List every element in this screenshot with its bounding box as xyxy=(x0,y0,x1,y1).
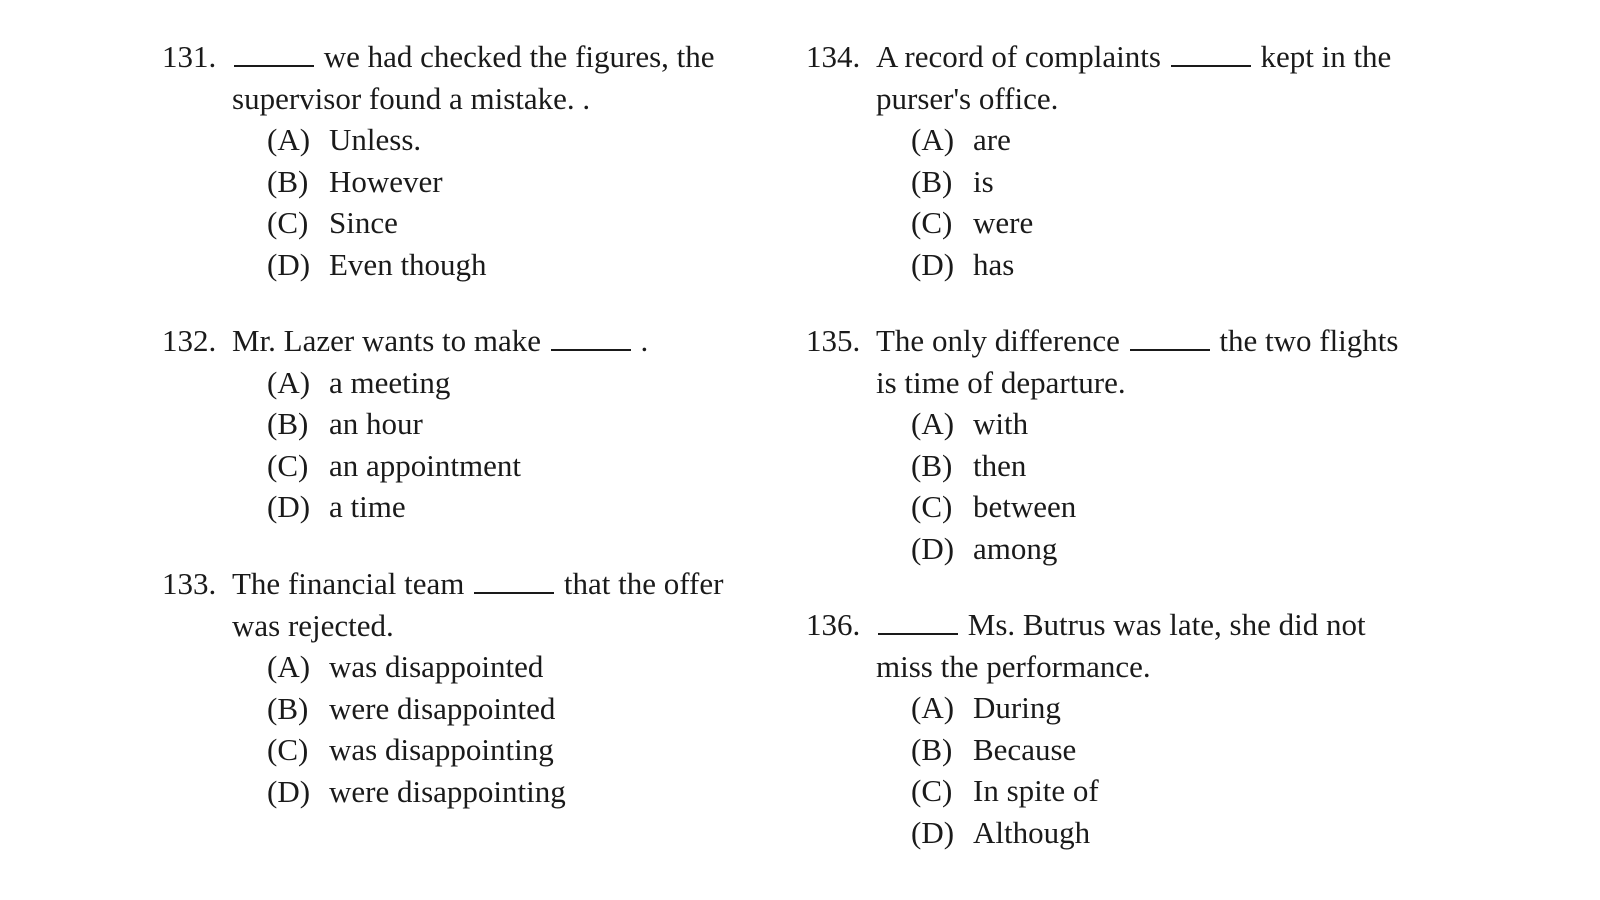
question-136 xyxy=(806,604,1366,853)
option-letter: (D) xyxy=(267,489,311,524)
option-d[interactable] xyxy=(911,812,1366,854)
option-letter: (D) xyxy=(911,814,955,850)
option-b[interactable] xyxy=(267,688,723,730)
question-number: 132. xyxy=(162,323,217,358)
option-letter: (C) xyxy=(267,205,309,240)
option-letter: (B) xyxy=(911,163,953,199)
option-list xyxy=(162,646,723,812)
option-b[interactable] xyxy=(267,161,715,203)
option-text: an hour xyxy=(329,406,423,441)
option-text: Although xyxy=(973,814,1091,850)
option-letter: (C) xyxy=(911,489,953,524)
question-number: 131. xyxy=(162,39,217,74)
option-text: Even though xyxy=(329,246,487,282)
option-a[interactable] xyxy=(267,646,723,688)
question-number: 134. xyxy=(806,39,861,74)
option-text: is xyxy=(973,163,994,199)
option-text: among xyxy=(973,530,1058,566)
option-d[interactable] xyxy=(267,244,715,286)
stem-continuation: miss the performance. xyxy=(876,648,1151,684)
option-text: were disappointing xyxy=(329,773,566,809)
option-letter: (A) xyxy=(267,364,311,400)
option-c[interactable] xyxy=(267,202,715,244)
option-text: were disappointed xyxy=(329,690,556,726)
answer-blank xyxy=(878,609,958,635)
option-c[interactable] xyxy=(267,729,723,771)
question-135 xyxy=(806,320,1398,569)
question-number: 136. xyxy=(806,607,861,642)
option-letter: (A) xyxy=(911,690,955,725)
stem-continuation: supervisor found a mistake. . xyxy=(232,80,591,116)
question-stem xyxy=(806,604,1366,646)
answer-blank xyxy=(551,325,631,351)
option-letter: (C) xyxy=(911,773,953,808)
option-letter: (C) xyxy=(267,447,309,483)
option-text: a time xyxy=(329,489,406,524)
option-b[interactable] xyxy=(267,403,648,445)
stem-text: The only difference xyxy=(876,323,1120,358)
option-letter: (B) xyxy=(911,447,953,483)
option-list xyxy=(806,119,1391,285)
stem-text: we had checked the figures, the xyxy=(323,39,715,74)
option-list xyxy=(806,403,1398,569)
stem-text: The financial team xyxy=(232,566,465,601)
option-list xyxy=(806,687,1366,853)
question-133 xyxy=(162,563,723,812)
option-letter: (B) xyxy=(911,731,953,767)
option-b[interactable] xyxy=(911,161,1391,203)
option-a[interactable] xyxy=(911,687,1366,729)
question-stem xyxy=(806,36,1391,78)
option-text: has xyxy=(973,246,1015,282)
option-letter: (B) xyxy=(267,406,309,441)
option-text: was disappointing xyxy=(329,732,554,767)
option-letter: (A) xyxy=(911,122,955,157)
stem-text-end: kept in the xyxy=(1260,39,1392,74)
option-d[interactable] xyxy=(911,528,1398,570)
question-stem xyxy=(162,320,648,362)
answer-blank xyxy=(1130,325,1210,351)
option-letter: (B) xyxy=(267,690,309,726)
option-letter: (D) xyxy=(911,246,955,282)
option-text: During xyxy=(973,690,1061,725)
option-text: Unless. xyxy=(329,122,422,157)
option-text: In spite of xyxy=(973,773,1099,808)
option-text: a meeting xyxy=(329,364,451,400)
option-letter: (D) xyxy=(267,246,311,282)
option-text: was disappointed xyxy=(329,649,544,684)
option-a[interactable] xyxy=(911,403,1398,445)
option-letter: (C) xyxy=(911,205,953,240)
option-a[interactable] xyxy=(267,119,715,161)
option-d[interactable] xyxy=(267,771,723,813)
option-text: between xyxy=(973,489,1077,524)
question-stem xyxy=(806,320,1398,362)
option-text: with xyxy=(973,406,1029,441)
option-b[interactable] xyxy=(911,729,1366,771)
option-list xyxy=(162,362,648,528)
option-b[interactable] xyxy=(911,445,1398,487)
option-letter: (A) xyxy=(911,406,955,441)
question-number: 135. xyxy=(806,323,861,358)
option-text: then xyxy=(973,447,1027,483)
option-d[interactable] xyxy=(911,244,1391,286)
option-d[interactable] xyxy=(267,486,648,528)
option-letter: (A) xyxy=(267,122,311,157)
answer-blank xyxy=(234,41,314,67)
question-number: 133. xyxy=(162,566,217,601)
question-131 xyxy=(162,36,715,285)
option-text: However xyxy=(329,163,443,199)
option-text: Since xyxy=(329,205,398,240)
option-letter: (B) xyxy=(267,163,309,199)
option-text: Because xyxy=(973,731,1077,767)
stem-text: Ms. Butrus was late, she did not xyxy=(967,607,1366,642)
stem-text-end: . xyxy=(640,323,649,358)
option-letter: (D) xyxy=(267,773,311,809)
answer-blank xyxy=(1171,41,1251,67)
option-letter: (D) xyxy=(911,530,955,566)
answer-blank xyxy=(474,568,554,594)
question-134 xyxy=(806,36,1391,285)
option-c[interactable] xyxy=(267,445,648,487)
option-list xyxy=(162,119,715,285)
question-132 xyxy=(162,320,648,528)
stem-continuation: purser's office. xyxy=(876,80,1059,116)
stem-text-end: the two flights xyxy=(1219,323,1399,358)
option-text: are xyxy=(973,122,1011,157)
question-stem xyxy=(162,36,715,78)
option-a[interactable] xyxy=(267,362,648,404)
option-text: an appointment xyxy=(329,447,521,483)
stem-text-end: that the offer xyxy=(563,566,724,601)
option-a[interactable] xyxy=(911,119,1391,161)
stem-continuation: is time of departure. xyxy=(876,364,1126,400)
option-text: were xyxy=(973,205,1034,240)
option-c[interactable] xyxy=(911,486,1398,528)
stem-text: A record of complaints xyxy=(876,39,1161,74)
stem-continuation: was rejected. xyxy=(232,607,394,643)
option-c[interactable] xyxy=(911,770,1366,812)
option-letter: (A) xyxy=(267,649,311,684)
question-stem xyxy=(162,563,723,605)
option-letter: (C) xyxy=(267,732,309,767)
option-c[interactable] xyxy=(911,202,1391,244)
stem-text: Mr. Lazer wants to make xyxy=(232,323,542,358)
